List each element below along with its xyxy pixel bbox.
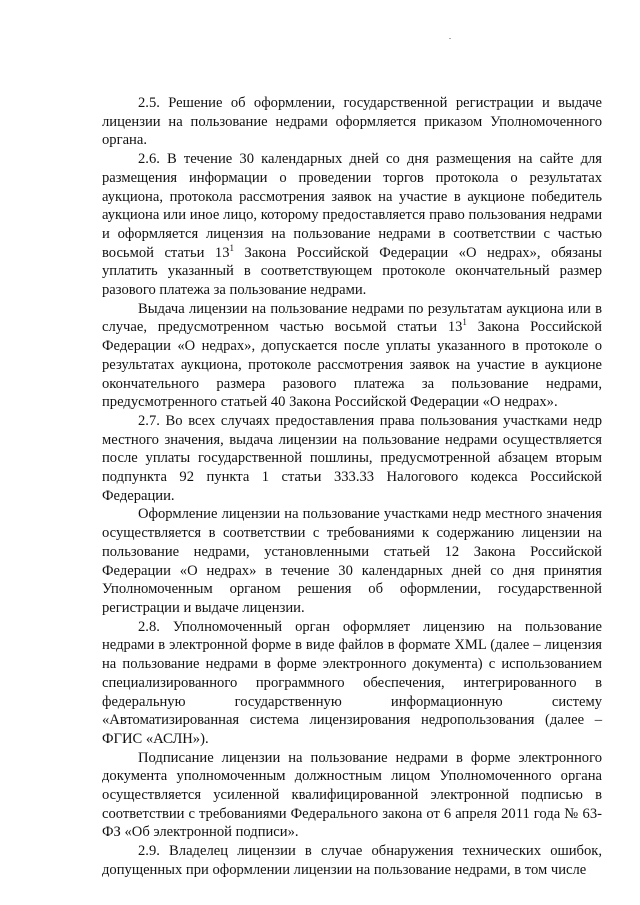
scan-speck xyxy=(449,38,451,39)
paragraph-license-formalization: Оформление лицензии на пользование участками недр местного значения осуществляется в соответствии с требованиями к содержанию лицензии на пользование недрами, установленными статьей 12 Закона Российской Федерации «О недрах» в течение 30 календарных дней со дня принятия Уполномоченным органом решения об оформлении, государственной регистрации и выдаче лицензии. xyxy=(102,506,602,616)
article-superscript: 1 xyxy=(229,242,235,253)
paragraph-license-issuance xyxy=(102,300,602,412)
paragraph-2-6 xyxy=(102,150,602,300)
paragraph-license-issuance-text-cont: Закона Российской Федерации «О недрах», допускается после уплаты указанного в протоколе о результатах аукциона, протоколе рассмотрения заявок на участие в аукционе окончательного размера разового платежа за пользование недрами, предусмотренного статьей 40 Закона Российской Федерации «О недрах». xyxy=(102,319,602,411)
paragraph-2-5: 2.5. Решение об оформлении, государственной регистрации и выдаче лицензии на пользование недрами оформляется приказом Уполномоченного органа. xyxy=(102,95,602,149)
paragraph-2-8: 2.8. Уполномоченный орган оформляет лицензию на пользование недрами в электронной форме в виде файлов в формате XML (далее – лицензия на пользование недрами в форме электронного документа) с использованием специализированного программного обеспечения, интегрированного в федеральную государственную информационную систему «Автоматизированная система лицензирования недропользования (далее – ФГИС «АСЛН»). xyxy=(102,618,602,747)
article-superscript: 1 xyxy=(462,317,467,328)
paragraph-license-signing: Подписание лицензии на пользование недрами в форме электронного документа уполномоченным должностным лицом Уполномоченного органа осуществляется усиленной квалифицированной электронной подписью в соответствии с требованиями Федерального закона от 6 апреля 2011 года № 63-ФЗ «Об электронной подписи». xyxy=(102,749,602,841)
paragraph-license-issuance-text: Выдача лицензии на пользование недрами по результатам аукциона или в случае, предусмотренном частью восьмой статьи 13 xyxy=(102,300,602,336)
document-body xyxy=(102,94,602,880)
paragraph-2-9: 2.9. Владелец лицензии в случае обнаружения технических ошибок, допущенных при оформлении лицензии на пользование недрами, в том числе xyxy=(102,843,602,878)
paragraph-2-7: 2.7. Во всех случаях предоставления права пользования участками недр местного значения, выдача лицензии на пользование недрами осуществляется после уплаты государственной пошлины, предусмотренной абзацем вторым подпункта 92 пункта 1 статьи 333.33 Налогового кодекса Российской Федерации. xyxy=(102,412,602,504)
paragraph-2-6-text-cont: Закона Российской Федерации «О недрах», обязаны уплатить указанный в соответствующем протоколе окончательный размер разового платежа за пользование недрами. xyxy=(102,244,602,299)
paragraph-2-6-text: 2.6. В течение 30 календарных дней со дня размещения на сайте для размещения информации о проведении торгов протокола о результатах аукциона, протокола рассмотрения заявок на участие в аукционе победитель аукциона или иное лицо, которому предоставляется право пользования недрами и оформляется лицензия на пользование недрами в соответствии с частью восьмой статьи 13 xyxy=(102,151,602,261)
